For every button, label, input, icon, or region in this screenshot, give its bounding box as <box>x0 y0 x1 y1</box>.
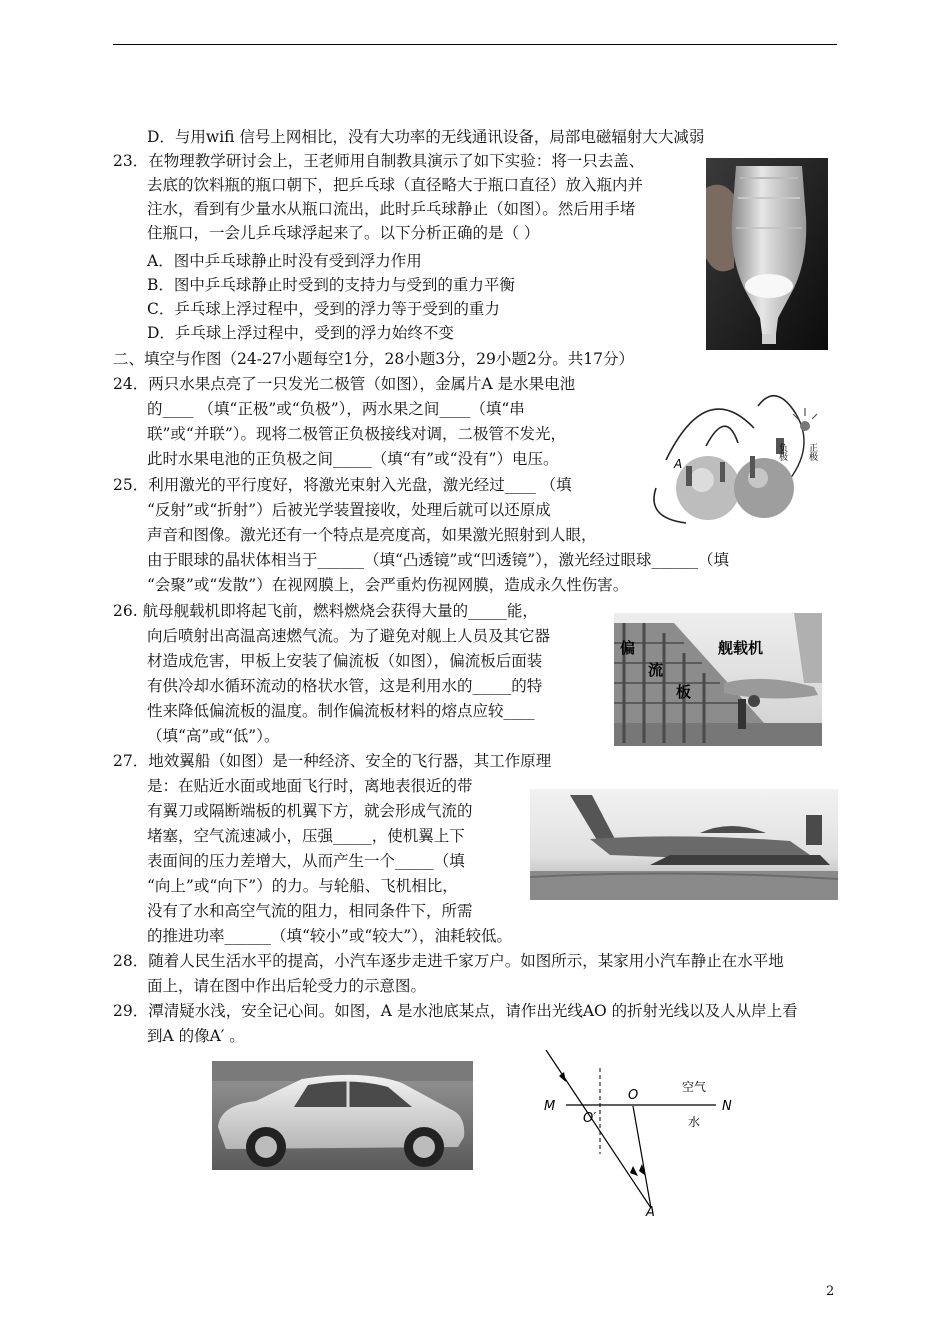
section2-heading: 二、填空与作图（24-27小题每空1分，28小题3分，29小题2分。共17分） <box>113 350 634 368</box>
label-pian: 偏 <box>620 639 636 657</box>
label-ban: 板 <box>676 683 692 701</box>
wing <box>650 855 830 865</box>
label-air: 空气 <box>682 1080 707 1094</box>
q23-option-d: D．乒乓球上浮过程中，受到的浮力始终不变 <box>147 324 454 342</box>
q23-option-b: B．图中乒乓球静止时受到的支持力与受到的重力平衡 <box>147 276 515 294</box>
q29-refraction-diagram <box>536 1046 746 1218</box>
q26-deflector-photo <box>614 613 822 746</box>
label-n: N <box>722 1099 732 1114</box>
q27-line1: 27．地效翼船（如图）是一种经济、安全的飞行器，其工作原理 <box>113 752 552 770</box>
arrow-up-icon <box>559 1072 566 1082</box>
label-m: M <box>544 1099 556 1114</box>
crew-figure <box>738 699 746 729</box>
q27-ekranoplan-photo <box>530 789 838 900</box>
q23-stem-line3: 注水，看到有少量水从瓶口流出，此时乒乓球静止（如图）。然后用手堵 <box>147 200 636 218</box>
q26-line1: 26. 航母舰载机即将起飞前，燃料燃烧会获得大量的_____能， <box>113 602 538 620</box>
q25-line4: 由于眼球的晶状体相当于______（填“凸透镜”或“凹透镜”），激光经过眼球______（填 <box>147 551 729 569</box>
label-negative: 负极 <box>777 443 787 461</box>
q29-line2: 到A 的像A′ 。 <box>147 1027 245 1045</box>
q27-line7: 没有了水和高空气流的阻力，相同条件下，所需 <box>147 902 473 920</box>
q23-option-c: C．乒乓球上浮过程中，受到的浮力等于受到的重力 <box>147 300 500 318</box>
q23-stem-line4: 住瓶口，一会儿乒乓球浮起来了。以下分析正确的是（ ） <box>147 224 540 242</box>
label-positive: 正极 <box>807 443 817 461</box>
q27-line4: 堵塞，空气流速减小，压强_____，使机翼上下 <box>147 827 465 845</box>
label-liu: 流 <box>648 661 664 679</box>
q27-line2: 是：在贴近水面或地面飞行时，离地表很近的带 <box>147 777 473 795</box>
label-a: A <box>674 457 683 471</box>
ray-through-o-prime <box>546 1050 651 1208</box>
q23-option-a: A．图中乒乓球静止时没有受到浮力作用 <box>147 252 422 270</box>
q24-line1: 24．两只水果点亮了一只发光二极管（如图），金属片A 是水果电池 <box>113 375 576 393</box>
header-rule <box>113 44 837 45</box>
q23-bottle-photo <box>706 158 828 350</box>
q28-car-photo <box>212 1061 473 1170</box>
q26-line4: 有供冷却水循环流动的格状水管，这是利用水的_____的特 <box>147 677 543 695</box>
propeller <box>806 815 822 845</box>
q28-line1: 28．随着人民生活水平的提高，小汽车逐步走进千家万户。如图所示，某家用小汽车静止在水平地 <box>113 952 784 970</box>
q26-line3: 材造成危害，甲板上安装了偏流板（如图），偏流板后面装 <box>147 652 543 670</box>
led-icon <box>800 421 810 431</box>
q25-line1: 25．利用激光的平行度好，将激光束射入光盘，激光经过____ （填 <box>113 476 572 494</box>
arrow-mid-icon <box>630 1166 638 1176</box>
q22-option-d: D．与用wifi 信号上网相比，没有大功率的无线通讯设备，局部电磁辐射大大减弱 <box>147 128 705 146</box>
metal-sheet-a <box>686 466 692 486</box>
ping-pong-ball <box>745 274 793 298</box>
q27-line3: 有翼刀或隔断端板的机翼下方，就会形成气流的 <box>147 802 473 820</box>
q25-line5: “会聚”或“发散”）在视网膜上，会严重灼伤视网膜，造成永久性伤害。 <box>147 576 629 594</box>
q27-line5: 表面间的压力差增大，从而产生一个_____（填 <box>147 852 465 870</box>
page-number: 2 <box>826 1284 835 1299</box>
q24-line4: 此时水果电池的正负极之间_____（填“有”或“没有”）电压。 <box>147 450 559 468</box>
q26-line5: 性来降低偏流板的温度。制作偏流板材料的熔点应较____ <box>147 702 535 720</box>
label-water: 水 <box>688 1115 701 1129</box>
fruit-right <box>734 458 794 518</box>
q27-line6: “向上”或“向下”）的力。与轮船、飞机相比， <box>147 877 458 895</box>
q23-stem-line1: 23．在物理教学研讨会上，王老师用自制教具演示了如下实验：将一只去盖、 <box>113 152 645 170</box>
hand-shape <box>706 185 736 272</box>
q23-stem-line2: 去底的饮料瓶的瓶口朝下，把乒乓球（直径略大于瓶口直径）放入瓶内并 <box>147 176 644 194</box>
label-o-prime: O′ <box>583 1111 597 1126</box>
ray-ao <box>633 1106 651 1208</box>
arrow-ao-icon <box>639 1164 646 1176</box>
q26-line6: （填“高”或“低”）。 <box>147 727 280 745</box>
q24-line3: 联”或“并联”）。现将二极管正负极接线对调，二极管不发光， <box>147 425 567 443</box>
q28-line2: 面上，请在图中作出后轮受力的示意图。 <box>147 977 427 995</box>
q25-line3: 声音和图像。激光还有一个特点是亮度高，如果激光照射到人眼， <box>147 526 597 544</box>
q26-line2: 向后喷射出高温高速燃气流。为了避免对舰上人员及其它器 <box>147 627 551 645</box>
q29-line1: 29．潭清疑水浅，安全记心间。如图，A 是水池底某点，请作出光线AO 的折射光线以及人从岸上看 <box>113 1002 798 1020</box>
q24-line2: 的____ （填“正极”或“负极”），两水果之间____（填“串 <box>147 400 525 418</box>
label-carrier-aircraft: 舰载机 <box>718 639 764 657</box>
label-o: O <box>628 1088 639 1103</box>
label-a-point: A <box>646 1205 655 1218</box>
q25-line2: “反射”或“折射”）后被光学装置接收，处理后就可以还原成 <box>147 501 551 519</box>
q24-fruit-battery-figure <box>646 388 824 528</box>
q27-line8: 的推进功率______（填“较小”或“较大”），油耗较低。 <box>147 927 512 945</box>
